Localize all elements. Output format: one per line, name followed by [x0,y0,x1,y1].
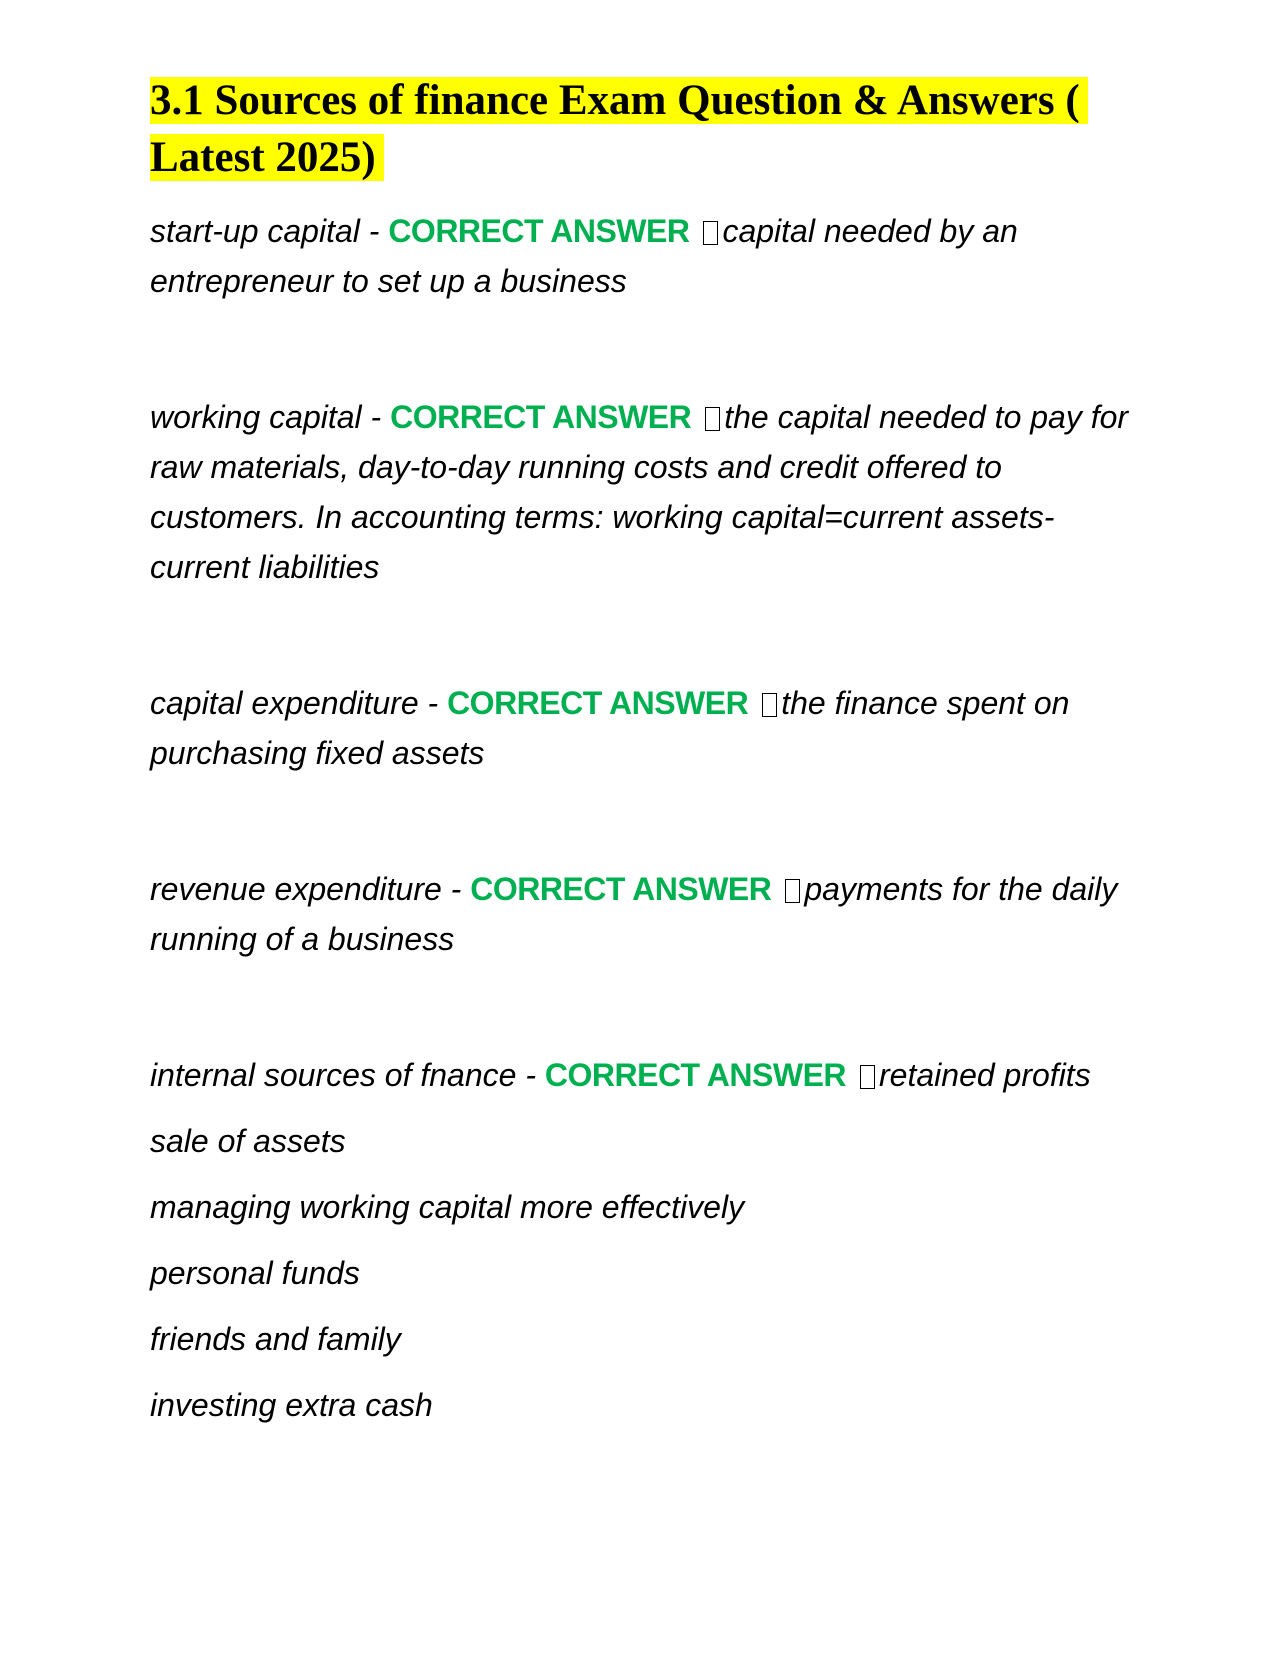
entry-separator: - [516,1057,545,1093]
qa-entry [150,864,1130,964]
qa-entry [150,678,1130,778]
entry-term: start-up capital [150,213,360,249]
list-item: investing extra cash [150,1387,433,1423]
qa-entry [150,1050,1130,1100]
entry-term: revenue expenditure [150,871,442,907]
correct-answer-label: CORRECT ANSWER [544,1057,847,1093]
correct-answer-label: CORRECT ANSWER [388,213,690,249]
missing-glyph-icon [762,693,777,717]
list-item: personal funds [150,1255,360,1291]
entry-separator: - [361,399,391,435]
missing-glyph-icon [785,879,800,903]
list-item: friends and family [150,1321,401,1357]
entry-definition: the capital needed to pay for raw materials, day-to-day running costs and credit offered to customers. In accounting terms: working capital=current assets-current liabilities [150,399,1129,585]
entry-definition: capital needed by an entrepreneur to set up a business [150,213,1018,299]
entry-separator: - [441,871,471,907]
entry-term: capital expenditure [150,685,419,721]
entry-definition: payments for the daily running of a business [150,871,1118,957]
correct-answer-label: CORRECT ANSWER [470,871,772,907]
list-item: managing working capital more effectively [150,1189,745,1225]
entry-definition: the finance spent on purchasing fixed assets [150,685,1070,771]
page-title [150,72,1130,186]
page-title-text: 3.1 Sources of finance Exam Question & Answers ( Latest 2025) [150,77,1088,181]
entry-separator: - [418,685,448,721]
entry-term: internal sources of fnance [150,1057,517,1093]
missing-glyph-icon [703,221,718,245]
correct-answer-label: CORRECT ANSWER [390,399,692,435]
missing-glyph-icon [860,1065,875,1089]
correct-answer-label: CORRECT ANSWER [447,685,749,721]
qa-entry [150,206,1130,306]
document-page [150,72,1130,1430]
list-item: sale of assets [150,1123,346,1159]
entry-definition: retained profits [879,1057,1091,1093]
qa-entry [150,392,1130,592]
missing-glyph-icon [705,407,720,431]
entry-separator: - [359,213,389,249]
entry-term: working capital [150,399,362,435]
